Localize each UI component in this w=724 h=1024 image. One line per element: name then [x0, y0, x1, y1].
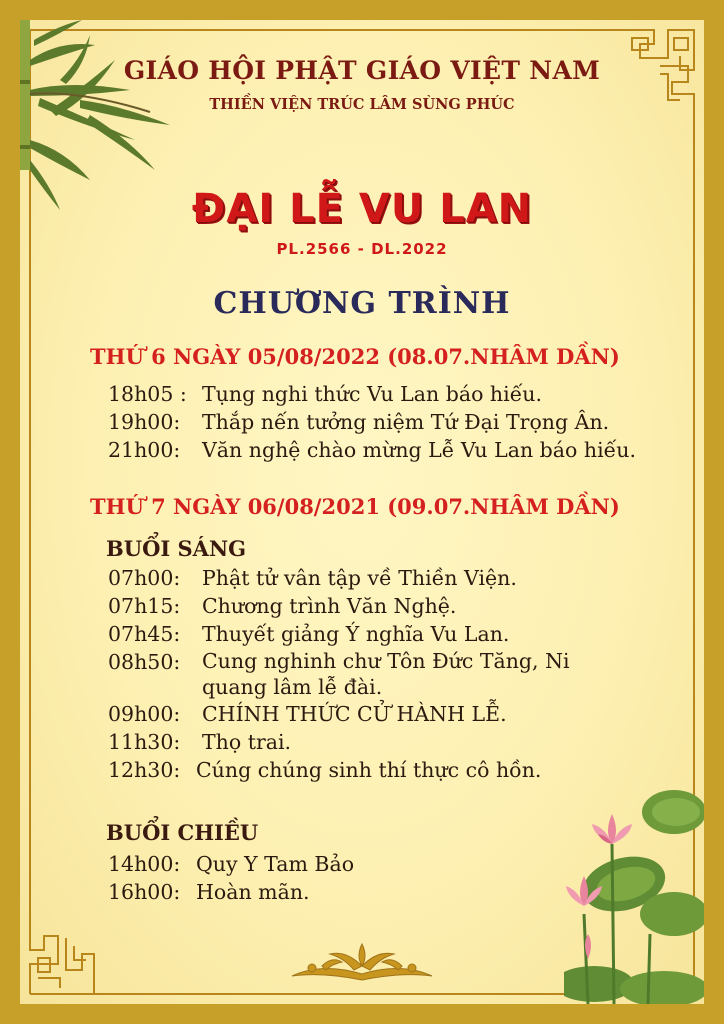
- schedule-desc: Văn nghệ chào mừng Lễ Vu Lan báo hiếu.: [202, 438, 636, 462]
- schedule-item: [108, 436, 636, 464]
- schedule-item: [108, 700, 507, 728]
- lotus-decoration: [564, 784, 704, 1004]
- schedule-item: [108, 850, 355, 878]
- schedule-desc: Thuyết giảng Ý nghĩa Vu Lan.: [202, 622, 510, 646]
- schedule-desc: CHÍNH THỨC CỬ HÀNH LỄ.: [202, 702, 507, 726]
- temple-name: THIỀN VIỆN TRÚC LÂM SÙNG PHÚC: [209, 96, 515, 113]
- schedule-time: 16h00:: [108, 880, 181, 904]
- schedule-time: 08h50:: [108, 650, 181, 674]
- program-heading: CHƯƠNG TRÌNH: [213, 286, 511, 321]
- schedule-item: [108, 592, 457, 620]
- schedule-item: [108, 620, 510, 648]
- schedule-time: 07h00:: [108, 566, 181, 590]
- schedule-time: 07h45:: [108, 622, 181, 646]
- organization-name: GIÁO HỘI PHẬT GIÁO VIỆT NAM: [123, 56, 601, 85]
- schedule-time: 12h30:: [108, 758, 181, 782]
- schedule-item: [108, 756, 542, 784]
- day1-schedule: [108, 380, 636, 464]
- schedule-item: [108, 878, 310, 906]
- schedule-item: [108, 564, 517, 592]
- schedule-desc: Thọ trai.: [202, 730, 292, 754]
- day2-heading: THỨ 7 NGÀY 06/08/2021 (09.07.NHÂM DẦN): [90, 494, 620, 519]
- lotus-flower-1: [592, 814, 632, 844]
- event-years: PL.2566 - DL.2022: [276, 240, 448, 258]
- schedule-desc: Cung nghinh chư Tôn Đức Tăng, Ni quang lâm lễ đài.: [202, 649, 570, 699]
- schedule-desc: Thắp nến tưởng niệm Tứ Đại Trọng Ân.: [202, 410, 610, 434]
- schedule-time: 09h00:: [108, 702, 181, 726]
- gold-ornament: [282, 940, 442, 986]
- schedule-desc: Chương trình Văn Nghệ.: [202, 594, 457, 618]
- schedule-time: 19h00:: [108, 410, 181, 434]
- schedule-desc: Quy Y Tam Bảo: [196, 852, 355, 876]
- schedule-item: [108, 408, 610, 436]
- schedule-item: [108, 728, 292, 756]
- corner-fret-bottom-left: [30, 920, 94, 994]
- morning-schedule: [108, 564, 570, 784]
- schedule-time: 21h00:: [108, 438, 181, 462]
- bamboo-decoration: [20, 20, 200, 210]
- schedule-item: [108, 648, 570, 700]
- schedule-item: [108, 380, 543, 408]
- schedule-time: 11h30:: [108, 730, 181, 754]
- schedule-time: 14h00:: [108, 852, 181, 876]
- afternoon-label: BUỔI CHIỀU: [106, 820, 259, 845]
- schedule-desc: Phật tử vân tập về Thiền Viện.: [202, 566, 517, 590]
- day1-heading: THỨ 6 NGÀY 05/08/2022 (08.07.NHÂM DẦN): [90, 344, 620, 369]
- event-title: ĐẠI LỄ VU LAN: [191, 186, 533, 232]
- schedule-time: 07h15:: [108, 594, 181, 618]
- morning-label: BUỔI SÁNG: [106, 536, 247, 561]
- schedule-time: 18h05 :: [108, 382, 187, 406]
- schedule-desc: Cúng chúng sinh thí thực cô hồn.: [196, 758, 542, 782]
- schedule-desc: Hoàn mãn.: [196, 880, 310, 904]
- schedule-desc: Tụng nghi thức Vu Lan báo hiếu.: [202, 382, 543, 406]
- afternoon-schedule: [108, 850, 355, 906]
- poster-paper: [20, 20, 704, 1004]
